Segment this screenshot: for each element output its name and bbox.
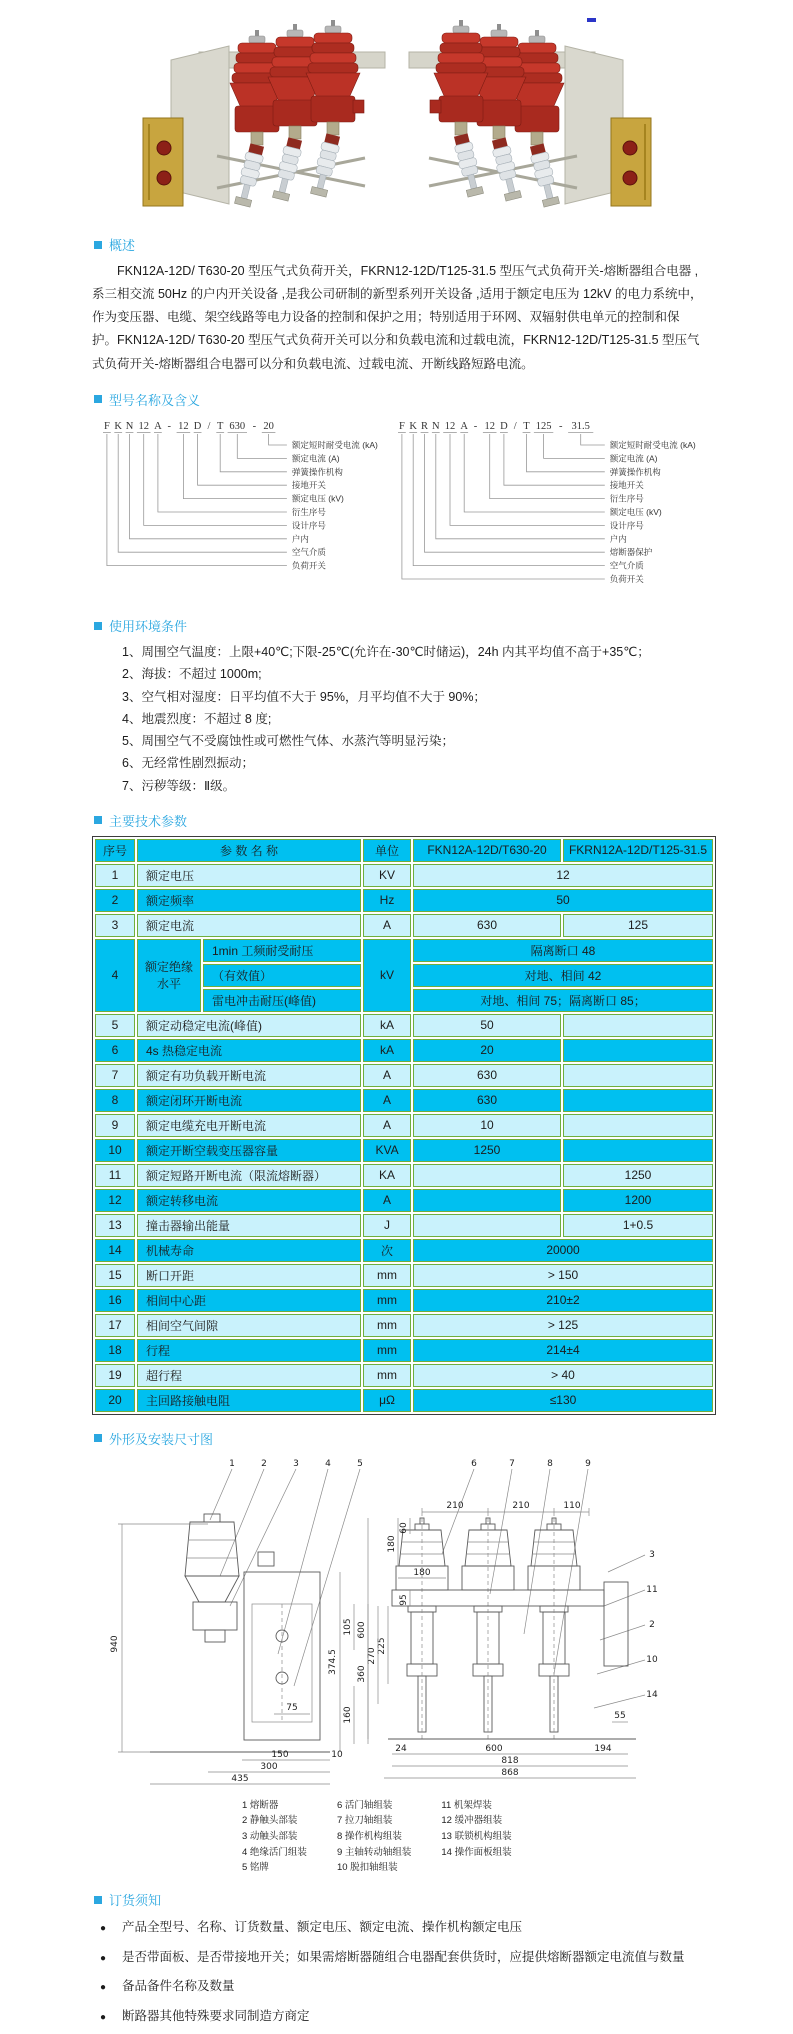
callout-number: 9: [585, 1458, 591, 1469]
model-code-meaning: 熔断器保护: [609, 546, 653, 557]
model-code-meaning: 额定短时耐受电流 (kA): [609, 439, 696, 450]
table-row: [95, 889, 713, 912]
legend-item: 12 缓冲器组装: [441, 1815, 503, 1827]
dimension-label: 160: [343, 1706, 353, 1724]
param-value: 1250: [413, 1139, 561, 1162]
param-value: [413, 1189, 561, 1212]
ordering-item-text: 断路器其他特殊要求同制造方商定: [122, 2008, 310, 2023]
table-row: [95, 1289, 713, 1312]
content-column: [92, 235, 708, 2027]
square-bullet-icon: [94, 816, 102, 824]
model-code-meaning: 空气介质: [291, 546, 326, 557]
table-row: [95, 1114, 713, 1137]
param-unit: Hz: [363, 889, 411, 912]
param-no: 12: [95, 1189, 135, 1212]
model-code-meaning: 空气介质: [609, 560, 644, 571]
technical-drawing: [92, 1454, 704, 1789]
callout-number: 3: [649, 1549, 655, 1560]
callout-number: 7: [509, 1458, 515, 1469]
model-code-token: -: [558, 420, 563, 432]
dimension-label: 374.5: [328, 1648, 338, 1675]
dimension-label: 270: [367, 1647, 377, 1665]
bullet-icon: ●: [100, 1982, 107, 1994]
param-no: 14: [95, 1239, 135, 1262]
model-code-meaning: 负荷开关: [291, 560, 326, 571]
dimension-label: 210: [512, 1500, 530, 1511]
dimension-label: 600: [485, 1743, 503, 1754]
environment-list: [92, 641, 704, 797]
environment-item: 6、无经常性剧烈振动；: [122, 756, 254, 771]
param-unit: J: [363, 1214, 411, 1237]
model-code-token: K: [409, 420, 417, 432]
section-title-text: 主要技术参数: [109, 813, 188, 829]
legend-item: 9 主轴转动轴组装: [336, 1846, 412, 1858]
model-code-token: -: [167, 420, 171, 432]
param-unit: A: [363, 1064, 411, 1087]
square-bullet-icon: [94, 1434, 102, 1442]
square-bullet-icon: [94, 622, 102, 630]
environment-item: 2、海拔：不超过 1000m;: [122, 667, 262, 682]
param-no: 19: [95, 1364, 135, 1387]
param-no: 5: [95, 1014, 135, 1037]
param-value: 630: [413, 1089, 561, 1112]
dimension-label: 194: [594, 1743, 612, 1754]
section-title-text: 外形及安装尺寸图: [109, 1431, 214, 1447]
dimension-label: 60: [399, 1522, 409, 1534]
param-unit: A: [363, 914, 411, 937]
dimension-label: 55: [614, 1710, 626, 1721]
model-code-meaning: 负荷开关: [609, 573, 644, 584]
param-value: > 40: [413, 1364, 713, 1387]
param-unit: μΩ: [363, 1389, 411, 1412]
section-title-model: [94, 390, 704, 409]
callout-number: 14: [646, 1689, 658, 1700]
param-value: 50: [413, 1014, 561, 1037]
param-value: 125: [563, 914, 713, 937]
param-value: 210±2: [413, 1289, 713, 1312]
header-unit: 单位: [363, 839, 411, 862]
table-row: [95, 1139, 713, 1162]
table-row: [95, 1064, 713, 1087]
param-value: 214±4: [413, 1339, 713, 1362]
model-code-token: F: [103, 420, 110, 432]
model-code-token: /: [513, 420, 517, 432]
param-value: [563, 1064, 713, 1087]
dimension-drawing: [92, 1454, 704, 1876]
square-bullet-icon: [94, 395, 102, 403]
model-code-meaning: 接地开关: [291, 479, 326, 490]
parameters-table: [92, 836, 716, 1415]
legend-item: 3 动触头部装: [242, 1831, 298, 1843]
dimension-label: 225: [377, 1637, 387, 1655]
param-name: 超行程: [137, 1364, 361, 1387]
param-unit: KA: [363, 1164, 411, 1187]
header-model-1: FKN12A-12D/T630-20: [413, 839, 561, 862]
model-code-meaning: 接地开关: [609, 479, 644, 490]
model-code-meaning: 衍生序号: [291, 506, 326, 517]
model-code-meaning: 额定电压 (kV): [609, 506, 662, 517]
param-unit: 次: [363, 1239, 411, 1262]
square-bullet-icon: [94, 1896, 102, 1904]
model-code-token: K: [114, 420, 122, 432]
table-row: [95, 1189, 713, 1212]
model-code-meaning: 额定电流 (A): [291, 453, 340, 464]
param-unit: mm: [363, 1264, 411, 1287]
model-code-token: A: [460, 420, 468, 432]
model-code-token: 12: [178, 420, 189, 432]
model-code-token: N: [432, 420, 440, 432]
model-code-token: 630: [229, 420, 246, 432]
param-unit: kA: [363, 1014, 411, 1037]
legend-item: 13 联锁机构组装: [441, 1831, 512, 1843]
environment-item: 1、周围空气温度：上限+40℃;下限-25℃(允许在-30℃时储运)，24h 内其平均值不高于+35℃；: [122, 645, 650, 660]
section-title-parameters: [94, 811, 704, 830]
model-code-meaning: 额定短时耐受电流 (kA): [291, 439, 378, 450]
param-value: 10: [413, 1114, 561, 1137]
dimension-label: 150: [271, 1749, 289, 1760]
param-value: > 125: [413, 1314, 713, 1337]
table-row: [95, 1214, 713, 1237]
param-name: 行程: [137, 1339, 361, 1362]
section-title-environment: [94, 616, 704, 635]
table-row: [95, 1314, 713, 1337]
param-value: [563, 1139, 713, 1162]
legend-item: 4 绝缘活门组装: [242, 1846, 307, 1858]
callout-number: 10: [646, 1654, 658, 1665]
model-code-token: R: [420, 420, 429, 432]
legend-item: 6 活门轴组装: [336, 1799, 393, 1811]
param-name: 4s 热稳定电流: [137, 1039, 361, 1062]
section-title-ordering: [94, 1890, 704, 1909]
model-code-meaning: 户内: [291, 533, 309, 544]
overview-paragraph: FKN12A-12D/ T630-20 型压气式负荷开关，FKRN12-12D/T125-31.5 型压气式负荷开关-熔断器组合电器 ,系三相交流 50Hz 的户内开关设备 ,是我公司研制的新型系列开关设备 ,适用于额定电压为 12kV 的电力系统中，作为变压器、电缆、架空线路等电力设备的控制和保护之用；特别适用于环网、双辐射供电单元的控制和保护。FKN12A-12D/ T630-20 型压气式负荷开关可以分和负载电流和过载电流，FKRN12-12D/T125-31.5 型压气式负荷开关-熔断器组合电器可以分和负载电流、过载电流、开断线路短路电流。: [92, 264, 703, 371]
ordering-item-text: 产品全型号、名称、订货数量、额定电压、额定电流、操作机构额定电压: [122, 1920, 523, 1935]
ordering-item: [100, 2005, 704, 2028]
param-value: 20000: [413, 1239, 713, 1262]
ordering-item-text: 备品备件名称及数量: [122, 1979, 235, 1994]
model-code-token: F: [398, 420, 405, 432]
table-row: [95, 1239, 713, 1262]
dimension-label: 600: [357, 1621, 367, 1639]
legend-column: [242, 1798, 307, 1876]
param-unit: mm: [363, 1314, 411, 1337]
model-code-token: -: [252, 420, 257, 432]
section-title-text: 订货须知: [109, 1893, 162, 1909]
param-name: 额定电缆充电开断电流: [137, 1114, 361, 1137]
model-code-meaning: 弹簧操作机构: [291, 466, 343, 477]
param-unit: mm: [363, 1364, 411, 1387]
header-model-2: FKRN12A-12D/T125-31.5: [563, 839, 713, 862]
dimension-label: 110: [563, 1500, 581, 1511]
environment-item: 7、污秽等级：Ⅱ级。: [122, 778, 236, 793]
dimension-label: 300: [260, 1761, 278, 1772]
callout-number: 4: [325, 1458, 331, 1469]
section-title-dimensions: [94, 1429, 704, 1448]
model-code-token: A: [154, 420, 162, 432]
callout-number: 1: [229, 1458, 235, 1469]
model-code-meaning: 衍生序号: [609, 493, 644, 504]
param-name: 机械寿命: [137, 1239, 361, 1262]
dimension-label: 180: [413, 1567, 431, 1578]
param-value: 1+0.5: [563, 1214, 713, 1237]
param-name: 撞击器输出能量: [137, 1214, 361, 1237]
param-unit: kV: [363, 939, 411, 1012]
legend-item: 2 静触头部装: [242, 1815, 298, 1827]
dimension-label: 940: [110, 1635, 120, 1653]
table-row: [95, 864, 713, 887]
param-no: 1: [95, 864, 135, 887]
param-value: 630: [413, 1064, 561, 1087]
param-no: 4: [95, 939, 135, 1012]
param-value: [563, 1014, 713, 1037]
table-row: [95, 1389, 713, 1412]
param-name: 额定绝缘水平: [137, 939, 201, 1012]
environment-item: 3、空气相对湿度：日平均值不大于 95%，月平均值不大于 90%；: [122, 689, 486, 704]
param-no: 7: [95, 1064, 135, 1087]
table-header-row: [95, 839, 713, 862]
param-unit: A: [363, 1189, 411, 1212]
table-row: [95, 1089, 713, 1112]
param-name: 相间中心距: [137, 1289, 361, 1312]
param-value: [563, 1039, 713, 1062]
model-diagram-left: [92, 415, 387, 589]
model-code-token: T: [523, 420, 530, 432]
param-value: > 150: [413, 1264, 713, 1287]
callout-number: 8: [547, 1458, 553, 1469]
model-code-meaning: 设计序号: [291, 520, 326, 531]
section-title-text: 概述: [109, 238, 136, 253]
header-name: 参 数 名 称: [137, 839, 361, 862]
param-value: 对地、相间 75；隔离断口 85；: [413, 989, 713, 1012]
param-value: ≤130: [413, 1389, 713, 1412]
table-row: [95, 1014, 713, 1037]
model-code-token: 20: [263, 420, 274, 432]
param-unit: A: [363, 1089, 411, 1112]
legend-item: 14 操作面板组装: [441, 1846, 512, 1858]
section-title-overview: [94, 235, 704, 254]
param-name: 额定动稳定电流(峰值): [137, 1014, 361, 1037]
param-unit: mm: [363, 1339, 411, 1362]
model-code-token: D: [193, 420, 202, 432]
param-no: 16: [95, 1289, 135, 1312]
dimension-label: 24: [395, 1743, 407, 1754]
table-row: [95, 1039, 713, 1062]
param-subname: 雷电冲击耐压(峰值): [203, 989, 361, 1012]
param-name: 额定电压: [137, 864, 361, 887]
model-code-meaning: 户内: [609, 533, 627, 544]
param-no: 13: [95, 1214, 135, 1237]
header-no: 序号: [95, 839, 135, 862]
blue-mark: [587, 18, 596, 22]
dimension-label: 868: [501, 1767, 519, 1778]
model-code-token: 125: [535, 420, 552, 432]
callout-number: 6: [471, 1458, 477, 1469]
product-photo-pair: [137, 6, 657, 221]
ordering-item: [100, 1916, 704, 1939]
param-value: [413, 1214, 561, 1237]
dimension-label: 360: [357, 1665, 367, 1683]
dimension-label: 818: [501, 1755, 519, 1766]
param-value: 12: [413, 864, 713, 887]
dimension-label: 105: [343, 1618, 353, 1636]
param-no: 3: [95, 914, 135, 937]
model-diagrams: [92, 415, 704, 602]
param-unit: KVA: [363, 1139, 411, 1162]
bullet-icon: ●: [100, 2011, 107, 2023]
model-code-token: /: [207, 420, 211, 432]
param-name: 额定频率: [137, 889, 361, 912]
legend-item: 8 操作机构组装: [336, 1831, 402, 1843]
param-name: 相间空气间隙: [137, 1314, 361, 1337]
model-code-token: D: [500, 420, 508, 432]
param-name: 主回路接触电阻: [137, 1389, 361, 1412]
table-row: [95, 1364, 713, 1387]
param-no: 15: [95, 1264, 135, 1287]
legend-item: 7 拉刀轴组装: [336, 1815, 393, 1827]
legend-item: 11 机架焊装: [441, 1799, 492, 1811]
legend-item: 5 铭牌: [242, 1862, 269, 1874]
param-no: 17: [95, 1314, 135, 1337]
param-no: 9: [95, 1114, 135, 1137]
param-value: [413, 1164, 561, 1187]
environment-item: 4、地震烈度：不超过 8 度;: [122, 711, 272, 726]
table-row: [95, 1264, 713, 1287]
ordering-list: [92, 1916, 704, 2027]
drawing-legend: [242, 1798, 704, 1876]
model-code-token: 12: [484, 420, 495, 432]
table-row: [95, 1339, 713, 1362]
square-bullet-icon: [94, 241, 102, 249]
dimension-label: 180: [387, 1535, 397, 1553]
product-photos: [0, 0, 793, 221]
param-value: 1250: [563, 1164, 713, 1187]
callout-number: 2: [649, 1619, 655, 1630]
table-row: [95, 1164, 713, 1187]
param-unit: A: [363, 1114, 411, 1137]
product-photo-left: [143, 20, 385, 207]
param-subname: （有效值）: [203, 964, 361, 987]
model-code-token: T: [216, 420, 224, 432]
table-row: [95, 939, 713, 962]
model-code-token: 12: [444, 420, 456, 432]
legend-column: [337, 1798, 411, 1876]
param-value: 对地、相间 42: [413, 964, 713, 987]
param-name: 额定闭环开断电流: [137, 1089, 361, 1112]
param-name: 额定转移电流: [137, 1189, 361, 1212]
param-value: 1200: [563, 1189, 713, 1212]
section-title-text: 型号名称及含义: [109, 392, 201, 408]
param-name: 额定开断空载变压器容量: [137, 1139, 361, 1162]
callout-number: 5: [357, 1458, 363, 1469]
model-code-token: 12: [138, 420, 149, 432]
product-photo-right: [409, 20, 651, 207]
section-title-text: 使用环境条件: [109, 619, 188, 635]
param-no: 2: [95, 889, 135, 912]
param-name: 额定电流: [137, 914, 361, 937]
parameters-body: [95, 864, 713, 1412]
param-unit: mm: [363, 1289, 411, 1312]
dimension-label: 210: [446, 1500, 464, 1511]
ordering-item: [100, 1975, 704, 1998]
param-no: 6: [95, 1039, 135, 1062]
param-value: 20: [413, 1039, 561, 1062]
legend-item: 10 脱扣轴组装: [336, 1862, 398, 1874]
param-no: 10: [95, 1139, 135, 1162]
model-code-meaning: 额定电流 (A): [609, 453, 658, 464]
param-value: [563, 1114, 713, 1137]
environment-item: 5、周围空气不受腐蚀性或可燃性气体、水蒸汽等明显污染；: [122, 734, 454, 749]
bullet-icon: ●: [100, 1923, 107, 1935]
callout-number: 2: [261, 1458, 267, 1469]
param-no: 8: [95, 1089, 135, 1112]
table-row: [95, 914, 713, 937]
param-value: 隔离断口 48: [413, 939, 713, 962]
param-subname: 1min 工频耐受耐压: [203, 939, 361, 962]
model-code-token: -: [473, 420, 478, 432]
param-name: 额定有功负载开断电流: [137, 1064, 361, 1087]
param-unit: KV: [363, 864, 411, 887]
param-value: 50: [413, 889, 713, 912]
callout-number: 11: [646, 1584, 658, 1595]
dimension-label: 435: [231, 1773, 249, 1784]
param-value: [563, 1089, 713, 1112]
param-no: 18: [95, 1339, 135, 1362]
model-code-meaning: 额定电压 (kV): [291, 493, 344, 504]
model-code-token: 31.5: [571, 420, 590, 432]
callout-number: 3: [293, 1458, 299, 1469]
ordering-item: [100, 1946, 704, 1969]
dimension-label: 75: [286, 1702, 298, 1713]
param-no: 20: [95, 1389, 135, 1412]
param-no: 11: [95, 1164, 135, 1187]
param-name: 断口开距: [137, 1264, 361, 1287]
legend-item: 1 熔断器: [242, 1799, 279, 1811]
model-code-meaning: 弹簧操作机构: [609, 466, 661, 477]
model-diagram-right: [387, 415, 704, 602]
dimension-label: 95: [399, 1594, 409, 1606]
legend-column: [441, 1798, 511, 1876]
dimension-label: 10: [331, 1749, 343, 1760]
model-code-token: N: [125, 420, 134, 432]
bullet-icon: ●: [100, 1952, 107, 1964]
param-unit: kA: [363, 1039, 411, 1062]
param-name: 额定短路开断电流（限流熔断器）: [137, 1164, 361, 1187]
param-value: 630: [413, 914, 561, 937]
ordering-item-text: 是否带面板、是否带接地开关；如果需熔断器随组合电器配套供货时，应提供熔断器额定电流值与数量: [122, 1949, 685, 1964]
model-code-meaning: 设计序号: [609, 520, 644, 531]
